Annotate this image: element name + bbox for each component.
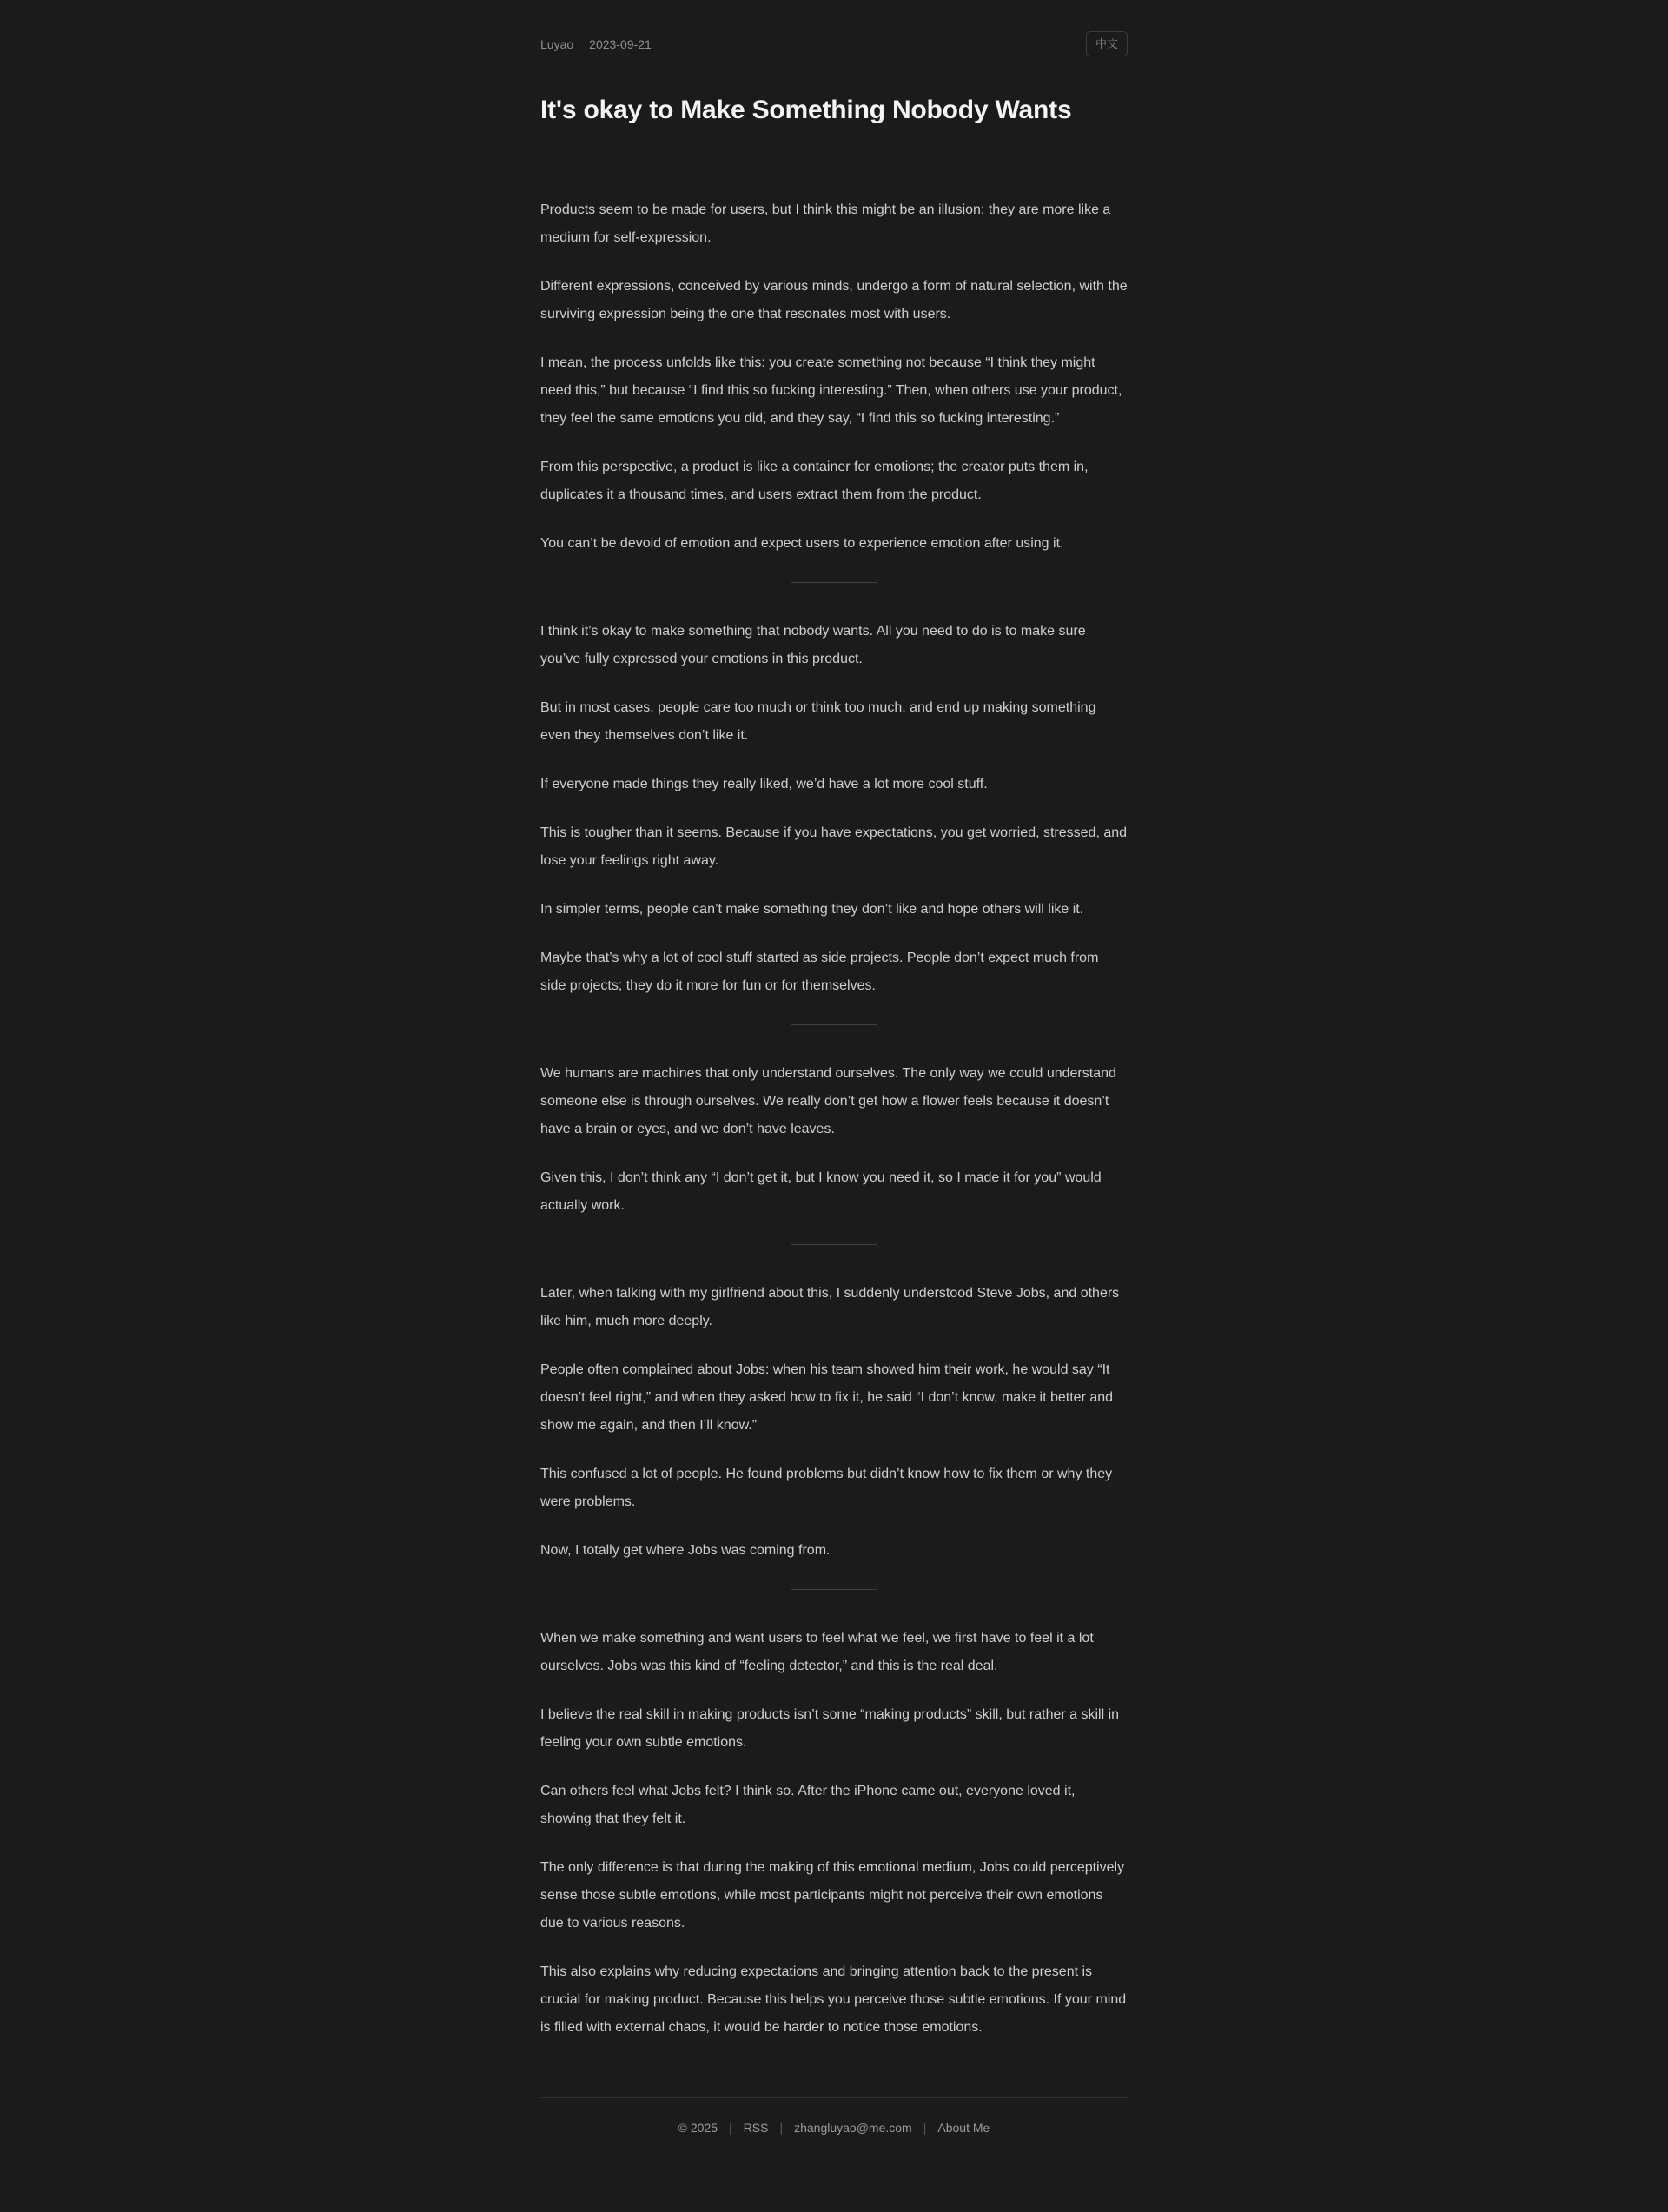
paragraph: I think it’s okay to make something that nobody wants. All you need to do is to make sure you’ve fully expressed your emotions in this product.: [540, 624, 1086, 666]
section-divider: [791, 1589, 877, 1590]
article-section: [540, 1625, 1128, 2042]
paragraph: Maybe that’s why a lot of cool stuff started as side projects. People don’t expect much from side projects; they do it more for fun or for themselves.: [540, 950, 1099, 993]
date-label: 2023-09-21: [589, 36, 652, 51]
copyright-label: © 2025: [678, 2121, 718, 2135]
paragraph: Products seem to be made for users, but I think this might be an illusion; they are more like a medium for self-expression.: [540, 202, 1111, 245]
paragraph: When we make something and want users to feel what we feel, we first have to feel it a lot ourselves. Jobs was this kind of “feeling detector,” and this is the real deal.: [540, 1631, 1094, 1673]
paragraph: This also explains why reducing expectations and bringing attention back to the present is crucial for making product. Because this helps you perceive those subtle emotions. If your mind is filled with external chaos, it would be harder to notice those emotions.: [540, 1964, 1127, 2035]
paragraph: I believe the real skill in making products isn’t some “making products” skill, but rather a skill in feeling your own subtle emotions.: [540, 1707, 1120, 1750]
paragraph: If everyone made things they really liked, we’d have a lot more cool stuff.: [540, 777, 988, 791]
footer-separator: |: [729, 2121, 732, 2135]
paragraph: This confused a lot of people. He found problems but didn’t know how to fix them or why they were problems.: [540, 1467, 1113, 1509]
footer-divider: [540, 2097, 1128, 2098]
page: [540, 0, 1128, 2212]
footer-separator: |: [779, 2121, 784, 2135]
header: [540, 31, 1128, 56]
article: [540, 196, 1128, 2042]
paragraph: People often complained about Jobs: when his team showed him their work, he would say “It doesn’t feel right,” and when they asked how to fix it, he said “I don’t know, make it better and show me again, and then I’ll know.”: [540, 1362, 1114, 1433]
post-meta: [540, 37, 652, 51]
paragraph: But in most cases, people care too much or think too much, and end up making something even they themselves don’t like it.: [540, 700, 1096, 743]
language-toggle-button[interactable]: 中文: [1086, 31, 1128, 56]
paragraph: Different expressions, conceived by various minds, undergo a form of natural selection, with the surviving expression being the one that resonates most with users.: [540, 279, 1128, 321]
article-section: [540, 196, 1128, 558]
rss-link[interactable]: RSS: [743, 2121, 769, 2135]
paragraph: Given this, I don’t think any “I don’t get it, but I know you need it, so I made it for you” would actually work.: [540, 1170, 1102, 1213]
paragraph: I mean, the process unfolds like this: you create something not because “I think they might need this,” but because “I find this so fucking interesting.” Then, when others use your product, they feel the same emotions you did, and they say, “I find this so fucking interesting.”: [540, 355, 1122, 426]
paragraph: Now, I totally get where Jobs was coming from.: [540, 1543, 831, 1558]
section-divider: [791, 1024, 877, 1025]
about-link[interactable]: About Me: [937, 2121, 990, 2135]
section-divider: [791, 582, 877, 583]
footer-content: [540, 2121, 1128, 2135]
paragraph: This is tougher than it seems. Because if you have expectations, you get worried, stressed, and lose your feelings right away.: [540, 825, 1128, 868]
paragraph: From this perspective, a product is like a container for emotions; the creator puts them in, duplicates it a thousand times, and users extract them from the product.: [540, 460, 1089, 502]
article-section: [540, 1280, 1128, 1565]
article-section: [540, 1060, 1128, 1220]
footer: [540, 2097, 1128, 2135]
paragraph: We humans are machines that only understand ourselves. The only way we could understand someone else is through ourselves. We really don’t get how a flower feels because it doesn’t have a brain or eyes, and we don’t have leaves.: [540, 1066, 1116, 1136]
paragraph: The only difference is that during the making of this emotional medium, Jobs could perceptively sense those subtle emotions, while most participants might not perceive their own emotions due to various reasons.: [540, 1860, 1125, 1931]
page-title: It's okay to Make Something Nobody Wants: [540, 96, 1072, 124]
section-divider: [791, 1244, 877, 1245]
paragraph: Can others feel what Jobs felt? I think so. After the iPhone came out, everyone loved it, showing that they felt it.: [540, 1784, 1076, 1826]
footer-separator: |: [923, 2121, 927, 2135]
author-label: Luyao: [540, 36, 574, 51]
article-section: [540, 618, 1128, 1000]
email-link[interactable]: zhangluyao@me.com: [794, 2121, 912, 2135]
paragraph: In simpler terms, people can’t make something they don’t like and hope others will like it.: [540, 902, 1084, 917]
paragraph: You can’t be devoid of emotion and expect users to experience emotion after using it.: [540, 536, 1064, 551]
paragraph: Later, when talking with my girlfriend about this, I suddenly understood Steve Jobs, and others like him, much more deeply.: [540, 1286, 1120, 1328]
